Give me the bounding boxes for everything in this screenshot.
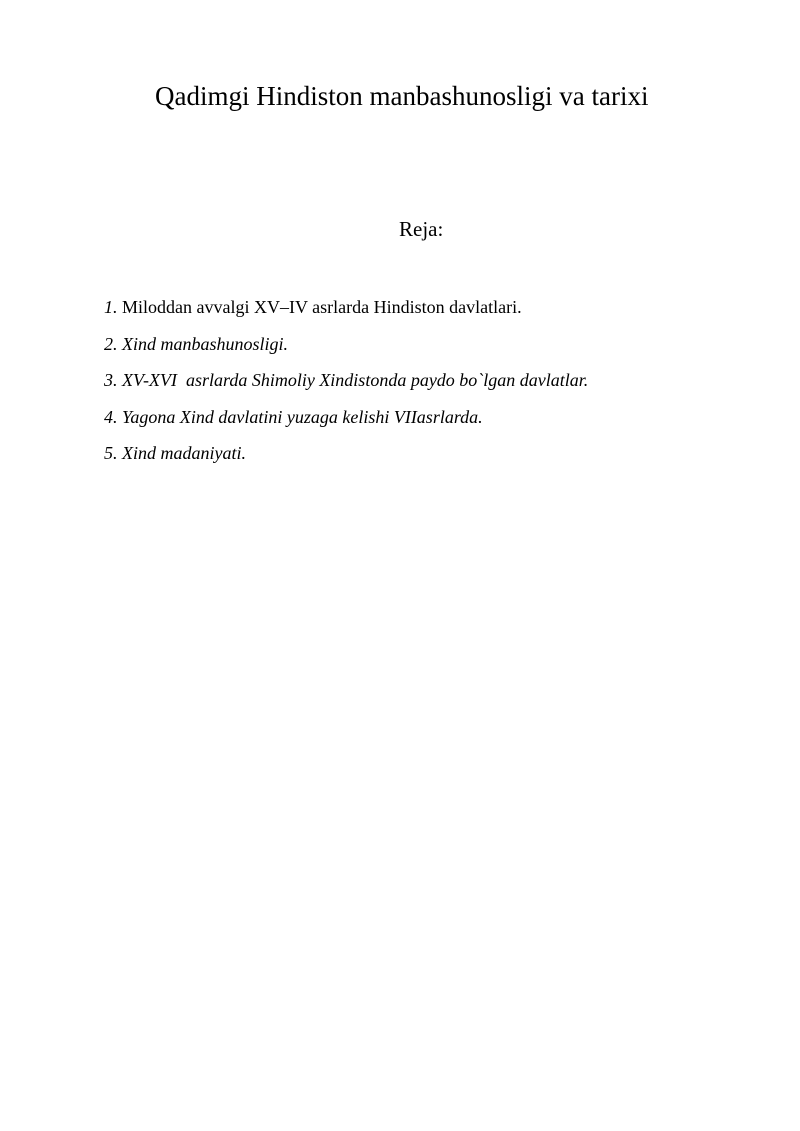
plan-item-text: Yagona Xind davlatini yuzaga kelishi VIIasrlarda.	[117, 406, 483, 427]
plan-item-number: 5.	[104, 443, 118, 463]
plan-item-1	[104, 289, 588, 326]
plan-heading: Reja:	[399, 217, 444, 241]
plan-item-number: 1.	[104, 297, 118, 317]
plan-item-5	[104, 435, 588, 472]
plan-item-text: Xind manbashunosligi.	[117, 333, 289, 354]
plan-item-4	[104, 399, 588, 436]
plan-item-number: 2.	[104, 333, 118, 354]
plan-item-number: 4.	[104, 406, 118, 427]
page-title: Qadimgi Hindiston manbashunosligi va tarixi	[155, 81, 649, 111]
plan-item-text: Miloddan avvalgi XV–IV asrlarda Hindiston davlatlari.	[117, 297, 522, 317]
plan-item-text: XV-XVI asrlarda Shimoliy Xindistonda paydo bo`lgan davlatlar.	[117, 370, 589, 390]
plan-item-number: 3.	[104, 370, 118, 390]
plan-item-text: Xind madaniyati.	[117, 443, 246, 463]
plan-item-3	[104, 362, 588, 399]
plan-item-2	[104, 326, 588, 363]
plan-list	[104, 289, 588, 472]
